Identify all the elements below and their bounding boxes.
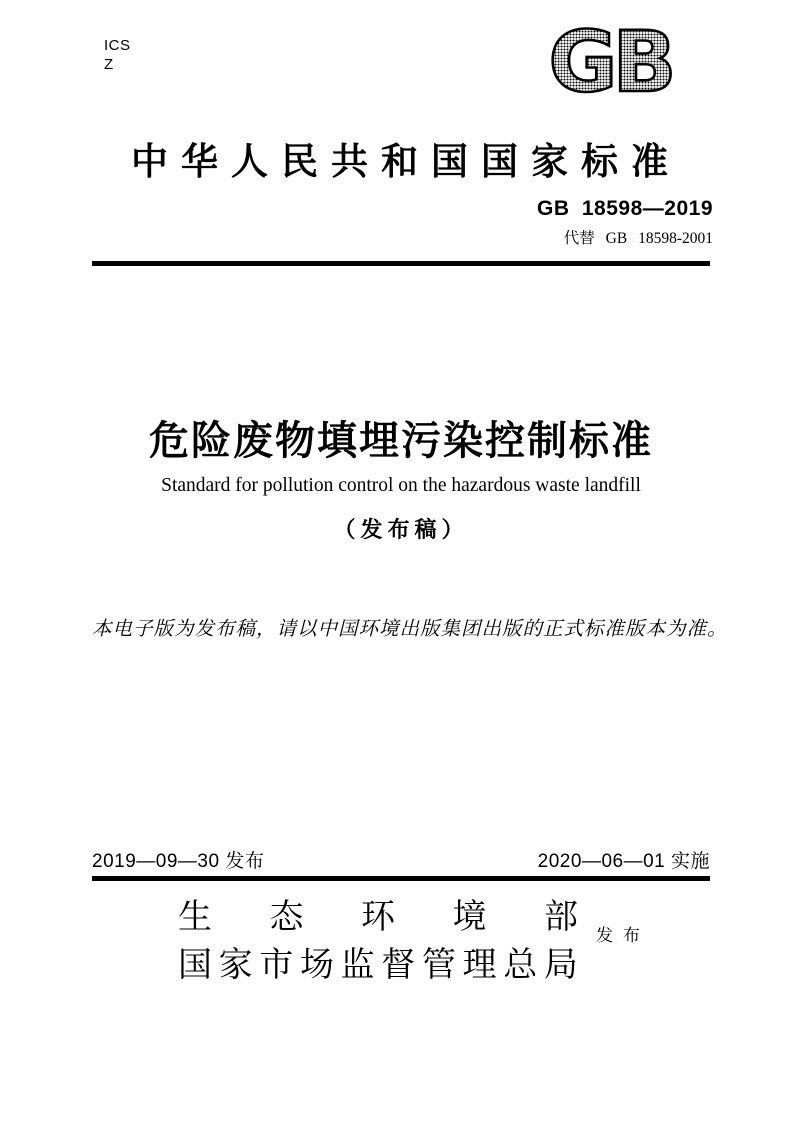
gb-logo-graphic	[533, 24, 687, 102]
publisher-line-2: 国 家 市 场 监 督 管 理 总 局	[178, 946, 578, 984]
ics-code: Z	[104, 56, 114, 73]
draft-note: （发布稿）	[333, 517, 469, 542]
electronic-version-notice: 本电子版为发布稿，请以中国环境出版集团出版的正式标准版本为准。	[92, 619, 728, 640]
gb-logo-text: GB	[548, 24, 672, 102]
document-title-en: Standard for pollution control on the hazardous waste landfill	[161, 475, 641, 496]
dates-row	[92, 846, 710, 873]
national-standard-title: 中华人民共和国国家标准	[131, 142, 681, 183]
replaces-note: 代替 GB 18598-2001	[563, 230, 713, 247]
implement-date: 2020—06—01 实施	[537, 851, 710, 872]
ics-label: ICS	[104, 37, 131, 54]
publisher-line-1: 生 态 环 境 部	[178, 898, 578, 936]
ics-block	[104, 36, 131, 74]
gb-logo	[533, 24, 687, 102]
bottom-rule	[92, 876, 710, 881]
publisher-block	[178, 889, 578, 985]
document-title-cn: 危险废物填埋污染控制标准	[149, 419, 653, 463]
publish-label: 发布	[596, 926, 650, 945]
issue-date: 2019—09—30 发布	[92, 851, 265, 872]
top-rule	[92, 261, 710, 266]
standard-number: GB 18598—2019	[537, 197, 713, 220]
